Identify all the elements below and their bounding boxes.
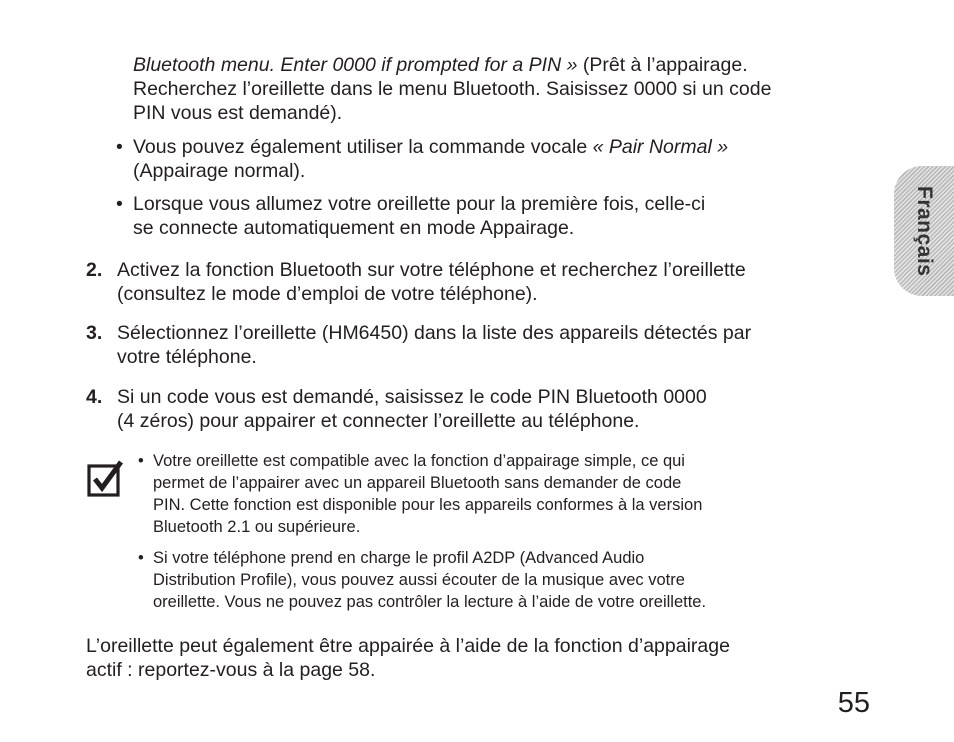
intro-line-3: PIN vous est demandé).	[133, 102, 343, 124]
bullet-2-line-2: se connecte automatiquement en mode Appairage.	[133, 217, 575, 239]
step-2-line-2: (consultez le mode d’emploi de votre téléphone).	[117, 283, 538, 305]
page-number: 55	[837, 687, 870, 719]
intro-italic-text: Bluetooth menu. Enter 0000 if prompted for a PIN »	[133, 54, 578, 76]
note-2-line-2: Distribution Profile), vous pouvez aussi écouter de la musique avec votre	[153, 571, 685, 589]
bullet-1-line-2: (Appairage normal).	[133, 160, 306, 182]
intro-line-1-rest: (Prêt à l’appairage.	[577, 54, 748, 76]
step-4-line-2: (4 zéros) pour appairer et connecter l’oreillette au téléphone.	[117, 410, 640, 432]
closing-line-2: actif : reportez-vous à la page 58.	[86, 659, 376, 681]
note-2-line-1: Si votre téléphone prend en charge le profil A2DP (Advanced Audio	[153, 549, 645, 567]
language-tab-label: Français	[913, 185, 936, 277]
note-1-line-1: Votre oreillette est compatible avec la fonction d’appairage simple, ce qui	[153, 452, 685, 470]
bullet-dot: •	[116, 136, 123, 158]
step-number: 4.	[86, 386, 103, 408]
intro-line-2: Recherchez l’oreillette dans le menu Bluetooth. Saisissez 0000 si un code	[133, 78, 772, 100]
note-1-line-2: permet de l’appairer avec un appareil Bluetooth sans demander de code	[153, 474, 682, 492]
step-3-line-1: Sélectionnez l’oreillette (HM6450) dans la liste des appareils détectés par	[117, 322, 752, 344]
note-2-line-3: oreillette. Vous ne pouvez pas contrôler la lecture à l’aide de votre oreillette.	[153, 593, 707, 611]
bullet-1-line-1	[133, 135, 728, 159]
step-number: 2.	[86, 259, 103, 281]
checkbox-check-icon	[87, 459, 125, 497]
step-2-line-1: Activez la fonction Bluetooth sur votre téléphone et recherchez l’oreillette	[117, 259, 746, 281]
step-3-line-2: votre téléphone.	[117, 346, 257, 368]
step-4-line-1: Si un code vous est demandé, saisissez le code PIN Bluetooth 0000	[117, 386, 707, 408]
bullet-1-italic-command: « Pair Normal »	[592, 136, 729, 158]
bullet-dot: •	[116, 193, 123, 215]
intro-line-1	[133, 53, 748, 77]
note-1-line-3: PIN. Cette fonction est disponible pour les appareils conformes à la version	[153, 496, 703, 514]
step-number: 3.	[86, 322, 103, 344]
note-bullet-dot: •	[138, 452, 144, 470]
note-1-line-4: Bluetooth 2.1 ou supérieure.	[153, 518, 361, 536]
bullet-2-line-1: Lorsque vous allumez votre oreillette pour la première fois, celle-ci	[133, 193, 706, 215]
note-bullet-dot: •	[138, 549, 144, 567]
bullet-1-prefix: Vous pouvez également utiliser la commande vocale	[133, 136, 593, 158]
closing-line-1: L’oreillette peut également être appairée à l’aide de la fonction d’appairage	[86, 635, 730, 657]
